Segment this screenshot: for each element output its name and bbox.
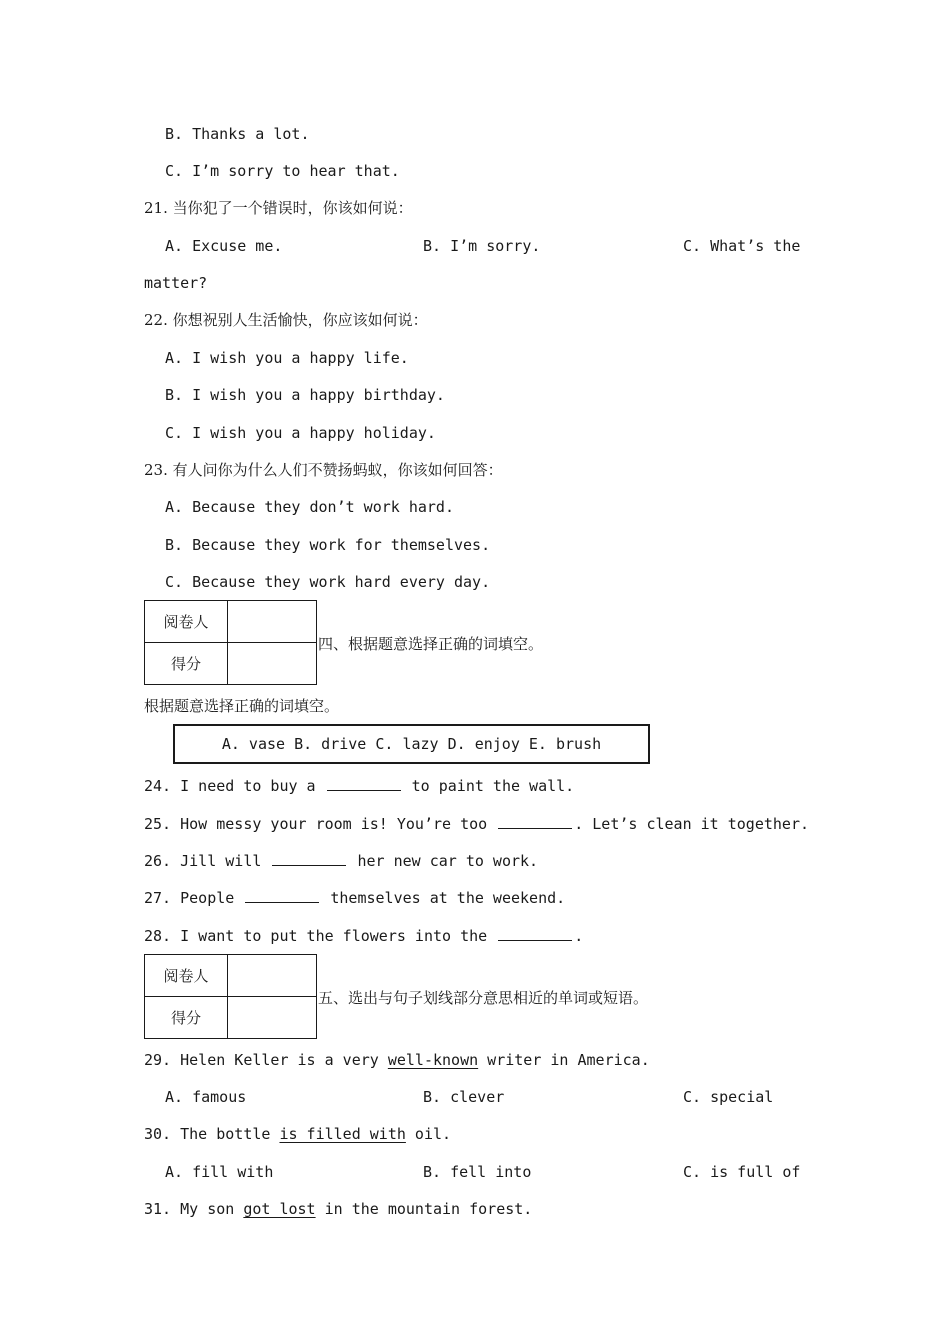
word-bank-box xyxy=(173,724,650,764)
q31-underlined: got lost xyxy=(243,1200,316,1218)
q26-blank[interactable] xyxy=(272,851,346,866)
q28-blank[interactable] xyxy=(498,926,572,941)
score-cell[interactable] xyxy=(228,643,317,685)
q29-underlined: well-known xyxy=(387,1051,479,1069)
section4-instruction: 根据题意选择正确的词填空。 xyxy=(144,697,340,715)
section5-title: 五、选出与句子划线部分意思相近的单词或短语。 xyxy=(318,989,649,1007)
q26: 26. Jill will her new car to work. xyxy=(144,852,539,870)
q21-option-a: A. Excuse me. xyxy=(165,237,283,255)
q20-option-b: B. Thanks a lot. xyxy=(165,125,310,143)
q31-stem: 31. My son got lost in the mountain forest. xyxy=(144,1200,533,1218)
q27: 27. People themselves at the weekend. xyxy=(144,889,566,907)
q21-option-c: C. What’s the xyxy=(683,237,801,255)
q30-option-c: C. is full of xyxy=(683,1163,801,1181)
q30-option-a: A. fill with xyxy=(165,1163,274,1181)
q30-underlined: is filled with xyxy=(279,1125,406,1143)
q23-stem: 23. 有人问你为什么人们不赞扬蚂蚁，你该如何回答： xyxy=(144,461,503,479)
q22-option-a: A. I wish you a happy life. xyxy=(165,349,409,367)
q22-stem: 22. 你想祝别人生活愉快，你应该如何说： xyxy=(144,311,428,329)
q21-option-b: B. I’m sorry. xyxy=(423,237,541,255)
q24: 24. I need to buy a to paint the wall. xyxy=(144,777,575,795)
score-table-section4 xyxy=(144,600,317,685)
score-cell[interactable] xyxy=(228,997,317,1039)
q21-option-c-continued: matter? xyxy=(144,274,208,292)
reviewer-cell[interactable] xyxy=(228,955,317,997)
q23-option-a: A. Because they don’t work hard. xyxy=(165,498,454,516)
reviewer-label: 阅卷人 xyxy=(145,955,228,997)
q29-option-a: A. famous xyxy=(165,1088,247,1106)
reviewer-label: 阅卷人 xyxy=(145,601,228,643)
q23-option-b: B. Because they work for themselves. xyxy=(165,536,491,554)
q29-option-c: C. special xyxy=(683,1088,774,1106)
q30-stem: 30. The bottle is filled with oil. xyxy=(144,1125,452,1143)
q21-stem: 21. 当你犯了一个错误时，你该如何说： xyxy=(144,199,413,217)
q22-option-c: C. I wish you a happy holiday. xyxy=(165,424,436,442)
word-bank: A. vase B. drive C. lazy D. enjoy E. brush xyxy=(221,735,602,753)
q20-option-c: C. I’m sorry to hear that. xyxy=(165,162,400,180)
section4-title: 四、根据题意选择正确的词填空。 xyxy=(318,635,544,653)
score-label: 得分 xyxy=(145,643,228,685)
q28: 28. I want to put the flowers into the . xyxy=(144,927,584,945)
reviewer-cell[interactable] xyxy=(228,601,317,643)
q25-blank[interactable] xyxy=(498,814,572,829)
score-table-section5 xyxy=(144,954,317,1039)
q29-stem: 29. Helen Keller is a very well-known writer in America. xyxy=(144,1051,650,1069)
q30-option-b: B. fell into xyxy=(423,1163,532,1181)
q27-blank[interactable] xyxy=(245,888,319,903)
q24-blank[interactable] xyxy=(327,776,401,791)
q23-option-c: C. Because they work hard every day. xyxy=(165,573,491,591)
q29-option-b: B. clever xyxy=(423,1088,505,1106)
score-label: 得分 xyxy=(145,997,228,1039)
q25: 25. How messy your room is! You’re too . Let’s clean it together. xyxy=(144,815,810,833)
q22-option-b: B. I wish you a happy birthday. xyxy=(165,386,445,404)
